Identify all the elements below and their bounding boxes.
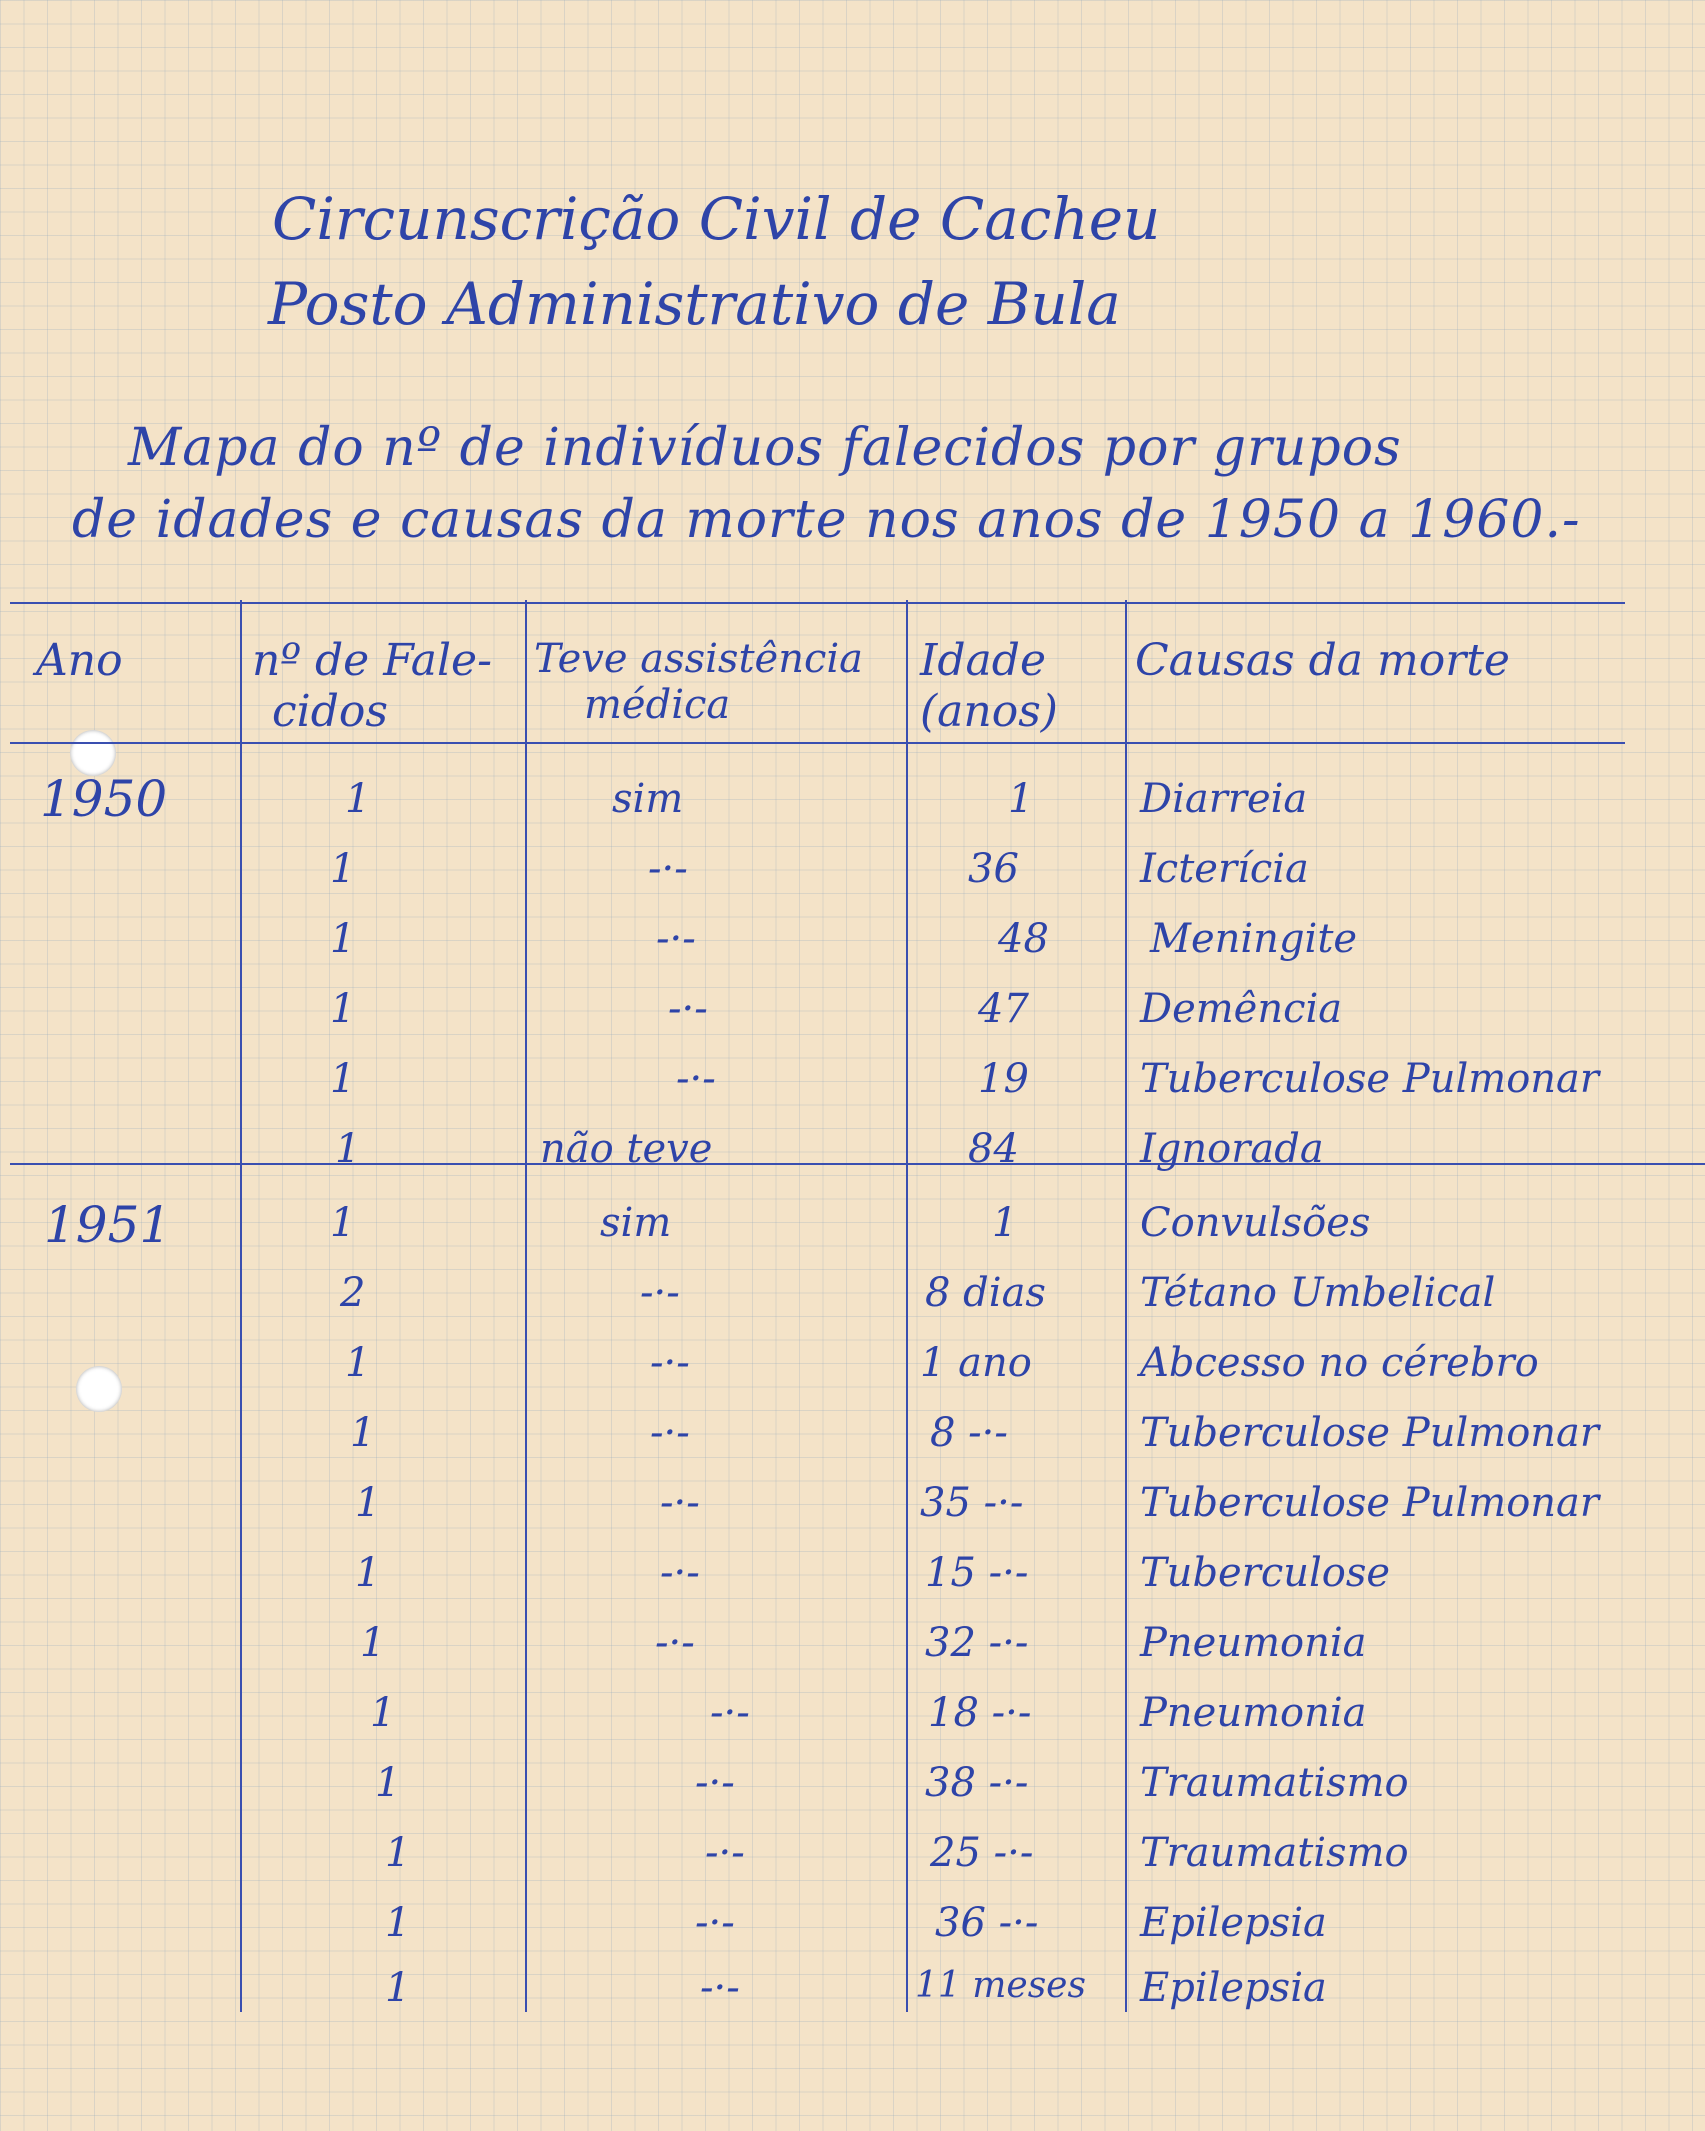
cell-count: 1 xyxy=(330,916,356,962)
cell-age: 48 xyxy=(998,916,1049,962)
cell-assist: -·- xyxy=(648,846,688,892)
cell-cause: Pneumonia xyxy=(1140,1690,1367,1736)
cell-cause: Convulsões xyxy=(1140,1200,1371,1246)
cell-count: 1 xyxy=(330,986,356,1032)
col-header-causas: Causas da morte xyxy=(1135,635,1510,686)
cell-assist: -·- xyxy=(650,1410,690,1456)
cell-age: 25 -·- xyxy=(930,1830,1034,1876)
cell-cause: Demência xyxy=(1140,986,1343,1032)
cell-age: 18 -·- xyxy=(928,1690,1032,1736)
cell-age: 15 -·- xyxy=(925,1550,1029,1596)
column-rule xyxy=(1125,600,1127,2012)
cell-cause: Pneumonia xyxy=(1140,1620,1367,1666)
cell-cause: Epilepsia xyxy=(1140,1900,1327,1946)
cell-cause: Tuberculose Pulmonar xyxy=(1140,1056,1600,1102)
col-header-falecidos-line2: cidos xyxy=(272,685,388,737)
cell-cause: Icterícia xyxy=(1140,846,1309,892)
cell-assist: sim xyxy=(612,776,684,822)
cell-age: 11 meses xyxy=(915,1965,1086,2006)
cell-count: 1 xyxy=(355,1550,381,1596)
cell-age: 1 ano xyxy=(920,1340,1032,1386)
cell-count: 1 xyxy=(330,1056,356,1102)
cell-count: 1 xyxy=(385,1900,411,1946)
cell-count: 1 xyxy=(385,1830,411,1876)
cell-age: 38 -·- xyxy=(925,1760,1029,1806)
cell-assist: -·- xyxy=(710,1690,750,1736)
col-header-ano: Ano xyxy=(36,635,123,686)
cell-age: 36 xyxy=(968,846,1019,892)
cell-cause: Traumatismo xyxy=(1140,1760,1409,1806)
cell-cause: Tuberculose xyxy=(1140,1550,1391,1596)
cell-age: 32 -·- xyxy=(925,1620,1029,1666)
cell-age: 47 xyxy=(978,986,1029,1032)
cell-cause: Meningite xyxy=(1150,916,1358,962)
cell-age: 84 xyxy=(968,1126,1019,1172)
col-header-idade xyxy=(920,636,1058,737)
cell-age: 36 -·- xyxy=(935,1900,1039,1946)
cell-cause: Diarreia xyxy=(1140,776,1308,822)
year-label: 1951 xyxy=(44,1196,172,1254)
cell-age: 8 -·- xyxy=(930,1410,1008,1456)
column-rule xyxy=(525,600,527,2012)
cell-cause: Abcesso no cérebro xyxy=(1140,1340,1539,1386)
cell-count: 1 xyxy=(345,1340,371,1386)
cell-assist: -·- xyxy=(668,986,708,1032)
cell-assist: -·- xyxy=(650,1340,690,1386)
cell-count: 1 xyxy=(330,1200,356,1246)
cell-count: 2 xyxy=(340,1270,366,1316)
cell-count: 1 xyxy=(355,1480,381,1526)
cell-assist: -·- xyxy=(660,1550,700,1596)
cell-count: 1 xyxy=(335,1126,361,1172)
title-line-1: Mapa do nº de indivíduos falecidos por grupos xyxy=(128,418,1402,478)
cell-count: 1 xyxy=(345,776,371,822)
col-header-assistencia-line2: médica xyxy=(584,682,731,728)
cell-cause: Tétano Umbelical xyxy=(1140,1270,1496,1316)
cell-assist: -·- xyxy=(656,916,696,962)
header-bottom-rule xyxy=(10,742,1625,744)
column-rule xyxy=(240,600,242,2012)
cell-cause: Epilepsia xyxy=(1140,1965,1327,2011)
cell-assist: -·- xyxy=(695,1760,735,1806)
cell-age: 8 dias xyxy=(925,1270,1046,1316)
cell-age: 19 xyxy=(978,1056,1029,1102)
title-line-2: de idades e causas da morte nos anos de 1950 a 1960.- xyxy=(72,490,1581,550)
cell-assist: -·- xyxy=(660,1480,700,1526)
cell-cause: Ignorada xyxy=(1140,1126,1324,1172)
cell-age: 35 -·- xyxy=(920,1480,1024,1526)
year-label: 1950 xyxy=(40,770,168,828)
cell-count: 1 xyxy=(330,846,356,892)
punch-hole xyxy=(76,1366,122,1412)
group-divider-rule xyxy=(10,1163,1705,1165)
cell-count: 1 xyxy=(360,1620,386,1666)
col-header-idade-line1: Idade xyxy=(920,635,1046,686)
cell-assist: -·- xyxy=(676,1056,716,1102)
cell-assist: sim xyxy=(600,1200,672,1246)
col-header-assistencia-line1: Teve assistência xyxy=(534,636,864,682)
cell-cause: Tuberculose Pulmonar xyxy=(1140,1480,1600,1526)
col-header-falecidos xyxy=(252,636,492,737)
cell-assist: não teve xyxy=(540,1126,713,1172)
col-header-idade-line2: (anos) xyxy=(920,685,1058,737)
col-header-falecidos-line1: nº de Fale- xyxy=(252,635,492,686)
cell-count: 1 xyxy=(370,1690,396,1736)
cell-assist: -·- xyxy=(640,1270,680,1316)
cell-count: 1 xyxy=(350,1410,376,1456)
col-header-assistencia xyxy=(534,636,863,728)
cell-cause: Tuberculose Pulmonar xyxy=(1140,1410,1600,1456)
cell-assist: -·- xyxy=(695,1900,735,1946)
cell-age: 1 xyxy=(992,1200,1018,1246)
cell-assist: -·- xyxy=(655,1620,695,1666)
cell-cause: Traumatismo xyxy=(1140,1830,1409,1876)
header-line-2: Posto Administrativo de Bula xyxy=(268,270,1121,338)
header-line-1: Circunscrição Civil de Cacheu xyxy=(272,185,1161,253)
cell-age: 1 xyxy=(1008,776,1034,822)
cell-assist: -·- xyxy=(700,1965,740,2011)
table-top-rule xyxy=(10,602,1625,604)
cell-count: 1 xyxy=(385,1965,411,2011)
column-rule xyxy=(906,600,908,2012)
cell-assist: -·- xyxy=(705,1830,745,1876)
cell-count: 1 xyxy=(375,1760,401,1806)
